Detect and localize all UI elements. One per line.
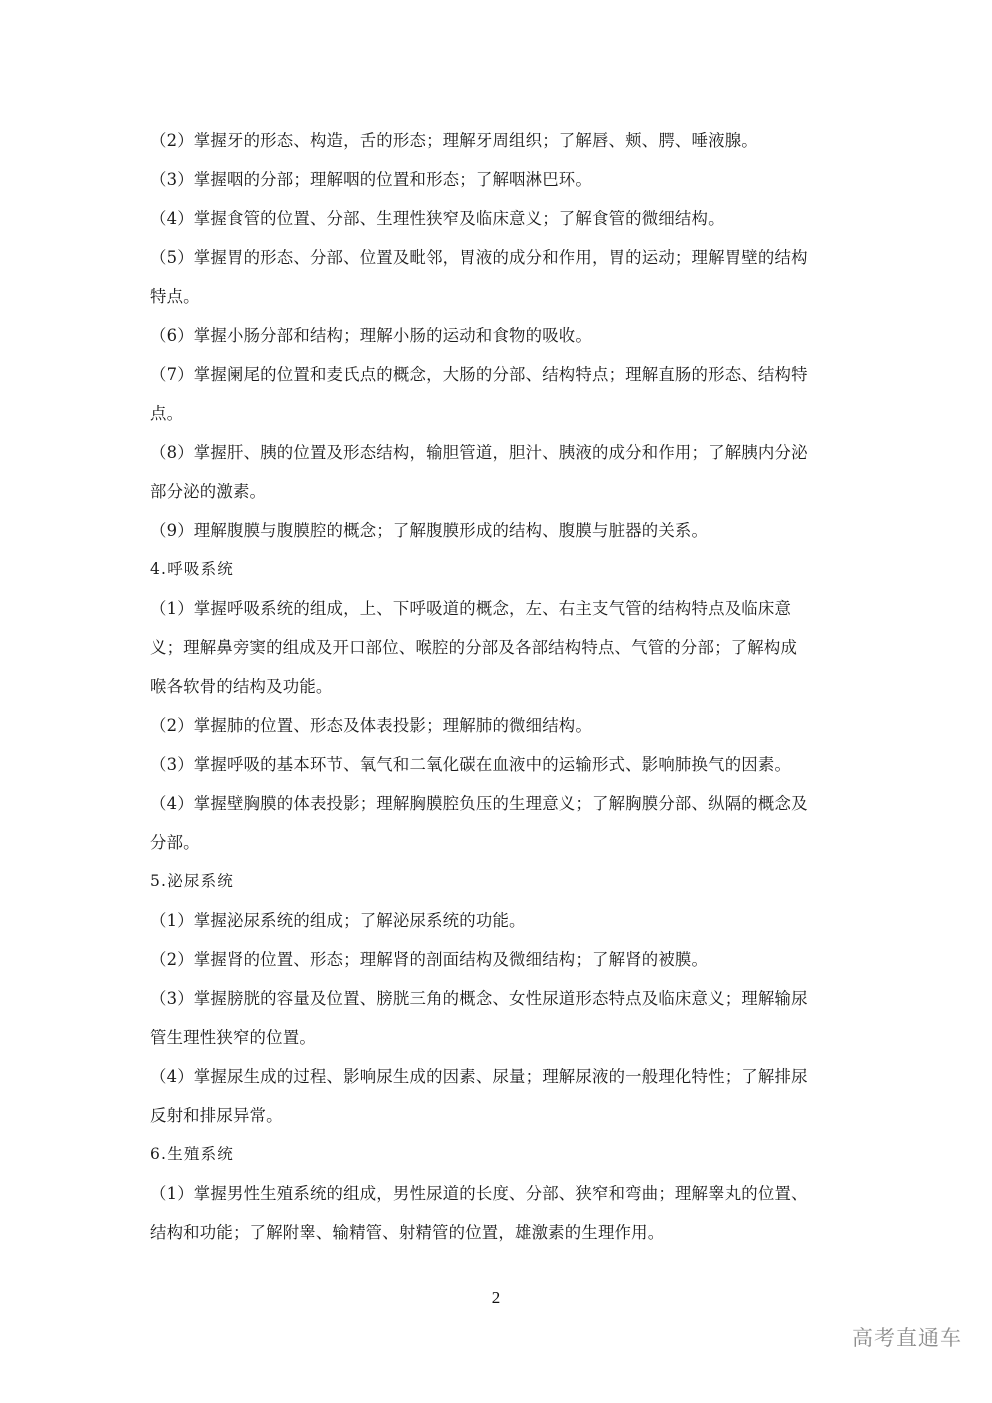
list-item-digestive-7: （7）掌握阑尾的位置和麦氏点的概念，大肠的分部、结构特点；理解直肠的形态、结构特	[150, 365, 808, 384]
list-item-digestive-8: （8）掌握肝、胰的位置及形态结构，输胆管道，胆汁、胰液的成分和作用；了解胰内分泌	[150, 443, 808, 462]
list-item-respiratory-3: （3）掌握呼吸的基本环节、氧气和二氧化碳在血液中的运输形式、影响肺换气的因素。	[150, 755, 792, 774]
list-item-continuation: 结构和功能；了解附睾、输精管、射精管的位置，雄激素的生理作用。	[150, 1223, 665, 1242]
list-item-digestive-3: （3）掌握咽的分部；理解咽的位置和形态；了解咽淋巴环。	[150, 170, 592, 189]
list-item-respiratory-4: （4）掌握壁胸膜的体表投影；理解胸膜腔负压的生理意义；了解胸膜分部、纵隔的概念及	[150, 794, 808, 813]
list-item-respiratory-1: （1）掌握呼吸系统的组成，上、下呼吸道的概念，左、右主支气管的结构特点及临床意	[150, 599, 792, 618]
list-item-continuation: 部分泌的激素。	[150, 482, 267, 501]
list-item-urinary-1: （1）掌握泌尿系统的组成；了解泌尿系统的功能。	[150, 911, 526, 930]
list-item-respiratory-2: （2）掌握肺的位置、形态及体表投影；理解肺的微细结构。	[150, 716, 592, 735]
list-item-continuation: 分部。	[150, 833, 200, 852]
list-item-urinary-4: （4）掌握尿生成的过程、影响尿生成的因素、尿量；理解尿液的一般理化特性；了解排尿	[150, 1067, 808, 1086]
list-item-urinary-2: （2）掌握肾的位置、形态；理解肾的剖面结构及微细结构；了解肾的被膜。	[150, 950, 709, 969]
list-item-urinary-3: （3）掌握膀胱的容量及位置、膀胱三角的概念、女性尿道形态特点及临床意义；理解输尿	[150, 989, 808, 1008]
list-item-continuation: 反射和排尿异常。	[150, 1106, 283, 1125]
section-heading-respiratory: 4.呼吸系统	[150, 560, 234, 578]
list-item-digestive-5: （5）掌握胃的形态、分部、位置及毗邻，胃液的成分和作用，胃的运动；理解胃壁的结构	[150, 248, 808, 267]
list-item-digestive-9: （9）理解腹膜与腹膜腔的概念；了解腹膜形成的结构、腹膜与脏器的关系。	[150, 521, 709, 540]
list-item-continuation: 义；理解鼻旁窦的组成及开口部位、喉腔的分部及各部结构特点、气管的分部；了解构成	[150, 638, 798, 657]
page-number: 2	[491, 1288, 501, 1307]
section-heading-reproductive: 6.生殖系统	[150, 1145, 234, 1163]
list-item-digestive-2: （2）掌握牙的形态、构造，舌的形态；理解牙周组织；了解唇、颊、腭、唾液腺。	[150, 131, 758, 150]
list-item-continuation: 特点。	[150, 287, 200, 306]
watermark-text: 高考直通车	[852, 1326, 962, 1350]
list-item-reproductive-1: （1）掌握男性生殖系统的组成，男性尿道的长度、分部、狭窄和弯曲；理解睾丸的位置、	[150, 1184, 808, 1203]
list-item-continuation: 喉各软骨的结构及功能。	[150, 677, 333, 696]
list-item-digestive-4: （4）掌握食管的位置、分部、生理性狭窄及临床意义；了解食管的微细结构。	[150, 209, 725, 228]
list-item-continuation: 管生理性狭窄的位置。	[150, 1028, 316, 1047]
document-body	[150, 121, 846, 1252]
list-item-continuation: 点。	[150, 404, 184, 423]
section-heading-urinary: 5.泌尿系统	[150, 872, 234, 890]
list-item-digestive-6: （6）掌握小肠分部和结构；理解小肠的运动和食物的吸收。	[150, 326, 592, 345]
